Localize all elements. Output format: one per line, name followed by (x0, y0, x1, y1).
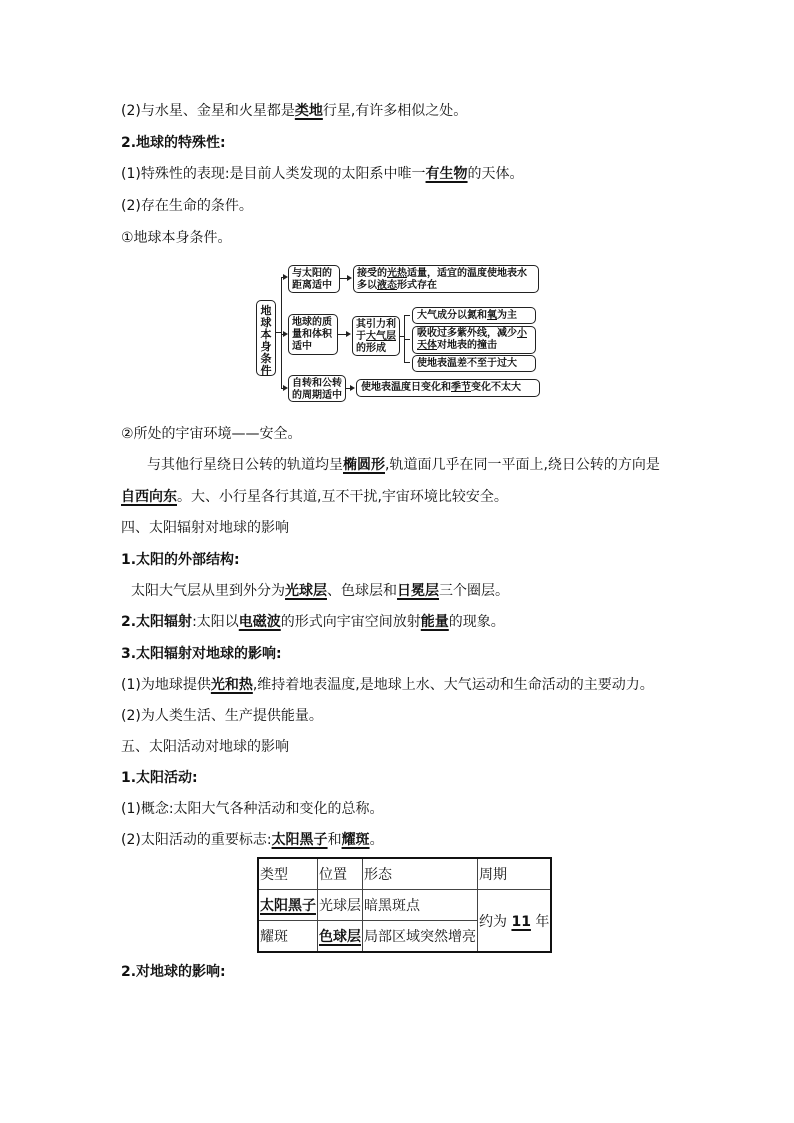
text-line-cosmic-env: ②所处的宇宙环境——安全。 (121, 426, 302, 442)
keyword: 氧 (487, 310, 497, 321)
text-segment: 年 (535, 913, 550, 930)
diagram-connector (404, 339, 410, 340)
box-distance: 与太阳的距离适中 (288, 265, 340, 293)
table-header-cell: 位置 (318, 858, 363, 890)
table-cell: 局部区域突然增亮 (363, 921, 478, 953)
text-segment: 为主 (497, 310, 517, 321)
earth-conditions-diagram (256, 264, 540, 401)
table-cell: 暗黑斑点 (363, 890, 478, 921)
table-cell: 色球层 (318, 921, 363, 953)
keyword: 光和热 (210, 677, 253, 693)
text-line-terrestrial (121, 101, 467, 121)
arrow-icon (346, 331, 351, 337)
heading-radiation-impact: 3.太阳辐射对地球的影响: (121, 646, 282, 662)
text-segment: 吸收过多紫外线，减少 (417, 328, 517, 339)
keyword: 日冕层 (397, 583, 439, 599)
text-segment: ,轨道面几乎在同一平面上,绕日公转的方向是 (385, 457, 660, 473)
text-segment: (1)特殊性的表现:是目前人类发现的太阳系中唯一 (121, 166, 426, 182)
arrow-icon (350, 385, 355, 391)
text-segment: ,维持着地表温度,是地球上水、大气运动和生命活动的主要动力。 (252, 677, 654, 693)
box-rotation: 自转和公转的周期适中 (288, 375, 346, 402)
text-segment: 的天体。 (467, 166, 524, 182)
keyword: 有生物 (425, 166, 468, 182)
heading-earth-impact: 2.对地球的影响: (121, 964, 226, 980)
text-segment: 使地表温度日变化和 (361, 382, 451, 393)
text-line-direction (121, 487, 508, 507)
section-heading-solar-radiation: 四、太阳辐射对地球的影响 (121, 520, 289, 536)
text-segment: 三个圈层。 (439, 583, 509, 599)
text-segment: 的形式向宇宙空间放射 (280, 614, 421, 630)
text-segment: 的形成 (356, 343, 386, 354)
heading-sun-structure: 1.太阳的外部结构: (121, 552, 240, 568)
section-heading-solar-activity: 五、太阳活动对地球的影响 (121, 739, 289, 755)
arrow-icon (347, 275, 352, 281)
text-segment: 、色球层和 (327, 583, 397, 599)
text-line-light-heat (121, 675, 654, 695)
text-line-earth-self: ①地球本身条件。 (121, 230, 232, 246)
text-segment: 和 (327, 832, 342, 848)
text-segment: 适量，适宜的温度使地表水多以 (357, 268, 527, 291)
diagram-connector (276, 332, 282, 333)
box-mass-volume: 地球的质量和体积适中 (288, 314, 338, 355)
keyword: 电磁波 (238, 614, 281, 630)
text-segment: (1)为地球提供 (121, 677, 211, 693)
table-header-cell: 周期 (478, 858, 552, 890)
keyword: 季节 (451, 382, 471, 393)
keyword: 液态 (377, 280, 397, 291)
text-line-energy: (2)为人类生活、生产提供能量。 (121, 708, 323, 724)
text-segment: 。 (369, 832, 384, 848)
table-header-cell: 类型 (258, 858, 318, 890)
box-distance-result (353, 265, 539, 293)
text-segment: 大气成分以氮和 (417, 310, 487, 321)
table-row (258, 890, 551, 921)
box-air-composition (412, 307, 536, 324)
text-segment: 约为 (479, 913, 507, 930)
keyword: 11 (511, 913, 531, 930)
text-segment: 。大、小行星各行其道,互不干扰,宇宙环境比较安全。 (177, 489, 508, 505)
table-header-row (258, 858, 551, 890)
table-cell: 耀斑 (258, 921, 318, 953)
keyword: 太阳黑子 (271, 832, 328, 848)
keyword: 光球层 (285, 583, 327, 599)
table-cell-period (478, 890, 552, 953)
text-line-activity-signs (121, 830, 384, 850)
text-segment: 形式存在 (397, 280, 437, 291)
text-segment: (2)太阳活动的重要标志: (121, 832, 272, 848)
text-segment: 变化不太大 (471, 382, 521, 393)
box-uv-absorb (412, 326, 536, 354)
keyword: 光热 (387, 268, 407, 279)
text-line-solar-radiation (121, 612, 505, 632)
text-segment: (2)与水星、金星和火星都是 (121, 103, 295, 119)
keyword: 耀斑 (341, 832, 370, 848)
text-segment: 行星,有许多相似之处。 (322, 103, 468, 119)
keyword: 自西向东 (121, 489, 177, 505)
keyword: 类地 (294, 103, 323, 119)
table-cell: 光球层 (318, 890, 363, 921)
text-line-orbit (147, 455, 660, 475)
heading-solar-activity: 1.太阳活动: (121, 770, 198, 786)
solar-activity-table (257, 857, 552, 953)
table-header-cell: 形态 (363, 858, 478, 890)
text-line-life-conditions: (2)存在生命的条件。 (121, 198, 253, 214)
text-line-activity-concept: (1)概念:太阳大气各种活动和变化的总称。 (121, 801, 384, 817)
inline-heading: 2.太阳辐射 (121, 614, 193, 630)
text-segment: 接受的 (357, 268, 387, 279)
keyword: 大气层 (366, 331, 396, 342)
diagram-connector (404, 362, 410, 363)
box-gravity (352, 316, 400, 356)
text-segment: 对地表的撞击 (437, 340, 497, 351)
heading-earth-special: 2.地球的特殊性: (121, 135, 226, 151)
text-line-special-expression (121, 164, 524, 184)
text-segment: 的现象。 (448, 614, 505, 630)
text-segment: 与其他行星绕日公转的轨道均呈 (147, 457, 343, 473)
text-segment: :太阳以 (192, 614, 239, 630)
diagram-left-label: 地球本身条件 (256, 300, 276, 376)
keyword: 小天体 (417, 328, 527, 351)
keyword: 能量 (420, 614, 449, 630)
table-cell: 太阳黑子 (258, 890, 318, 921)
diagram-connector (400, 336, 404, 337)
text-line-sun-layers (131, 581, 509, 601)
text-segment: 其引力利于 (356, 319, 396, 342)
text-segment: 太阳大气层从里到外分为 (131, 583, 285, 599)
box-rotation-result (356, 379, 540, 397)
box-temp-diff: 使地表温差不至于过大 (412, 355, 536, 372)
keyword: 椭圆形 (343, 457, 385, 473)
diagram-connector (404, 315, 410, 316)
